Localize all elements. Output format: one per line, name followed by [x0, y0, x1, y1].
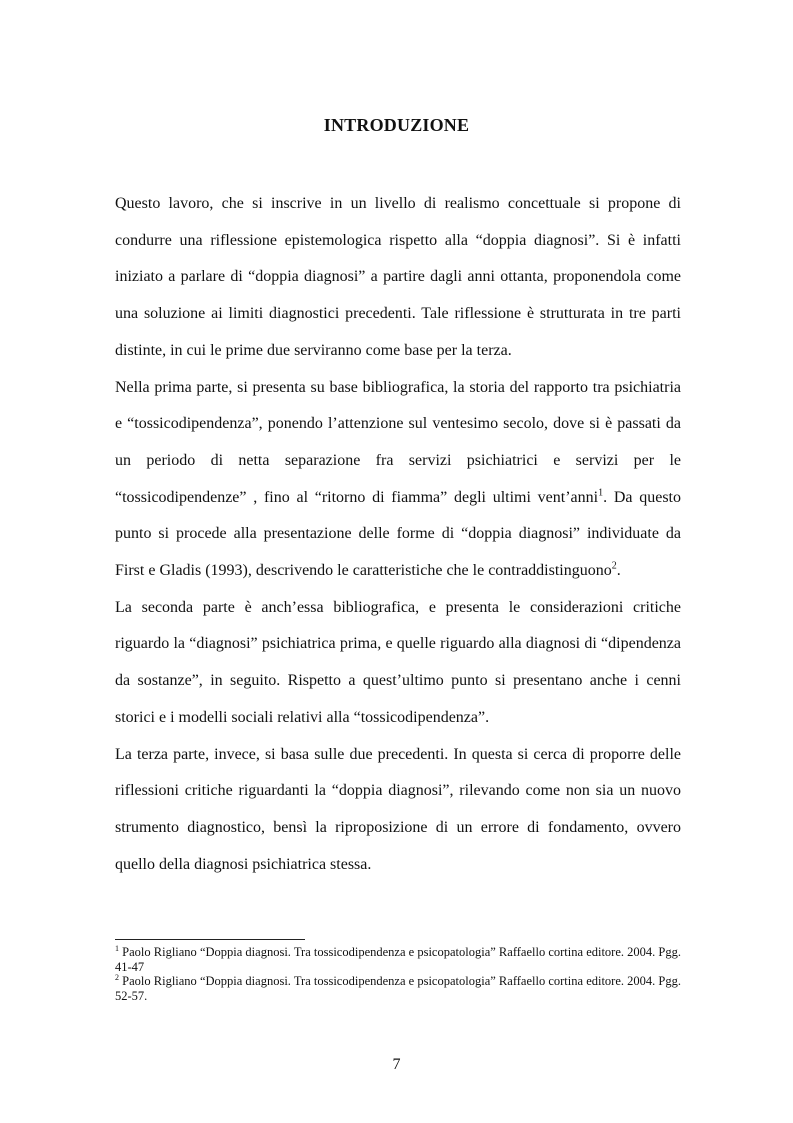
- footnote-1-text: Paolo Rigliano “Doppia diagnosi. Tra tossicodipendenza e psicopatologia” Raffaello cortina editore. 2004. Pgg. 41-47: [115, 945, 681, 974]
- paragraph-2-text-a: Nella prima parte, si presenta su base bibliografica, la storia del rapporto tra psichiatria e “tossicodipendenza”, ponendo l’attenzione sul ventesimo secolo, dove si è passati da un periodo di netta separazione fra servizi psichiatrici e servizi per le “tossicodipendenze” , fino al “ritorno di fiamma” degli ultimi vent’anni: [115, 378, 681, 506]
- footnote-divider: [115, 939, 305, 940]
- paragraph-2-text-b: . Da questo punto si procede alla presentazione delle forme di “doppia diagnosi” individuate da First e Gladis (1993), descrivendo le caratteristiche che le contraddistinguono: [115, 488, 681, 580]
- page-title: INTRODUZIONE: [323, 115, 470, 135]
- footnotes: [115, 945, 681, 1003]
- footnote-2-text: Paolo Rigliano “Doppia diagnosi. Tra tossicodipendenza e psicopatologia” Raffaello cortina editore. 2004. Pgg. 52-57.: [115, 974, 681, 1003]
- paragraph-1: Questo lavoro, che si inscrive in un livello di realismo concettuale si propone di condurre una riflessione epistemologica rispetto alla “doppia diagnosi”. Si è infatti iniziato a parlare di “doppia diagnosi” a partire dagli anni ottanta, proponendola come una soluzione ai limiti diagnostici precedenti. Tale riflessione è strutturata in tre parti distinte, in cui le prime due serviranno come base per la terza.: [115, 195, 681, 359]
- footnote-2: [115, 974, 681, 1003]
- page-number: 7: [392, 1056, 401, 1073]
- body-text: [115, 186, 681, 883]
- footnote-1-mark: 1: [115, 943, 119, 953]
- footnote-1: [115, 945, 681, 974]
- paragraph-3: La seconda parte è anch’essa bibliografica, e presenta le considerazioni critiche riguardo la “diagnosi” psichiatrica prima, e quelle riguardo alla diagnosi di “dipendenza da sostanze”, in seguito. Rispetto a quest’ultimo punto si presentano anche i cenni storici e i modelli sociali relativi alla “tossicodipendenza”.: [115, 598, 681, 726]
- paragraph-4: La terza parte, invece, si basa sulle due precedenti. In questa si cerca di proporre delle riflessioni critiche riguardanti la “doppia diagnosi”, rilevando come non sia un nuovo strumento diagnostico, bensì la riproposizione di un errore di fondamento, ovvero quello della diagnosi psichiatrica stessa.: [115, 745, 681, 873]
- paragraph-2-text-c: .: [616, 562, 621, 580]
- footnote-ref-1[interactable]: 1: [598, 487, 604, 499]
- paragraph-2: [115, 370, 681, 590]
- footnote-ref-2[interactable]: 2: [611, 560, 617, 572]
- footnote-2-mark: 2: [115, 972, 119, 982]
